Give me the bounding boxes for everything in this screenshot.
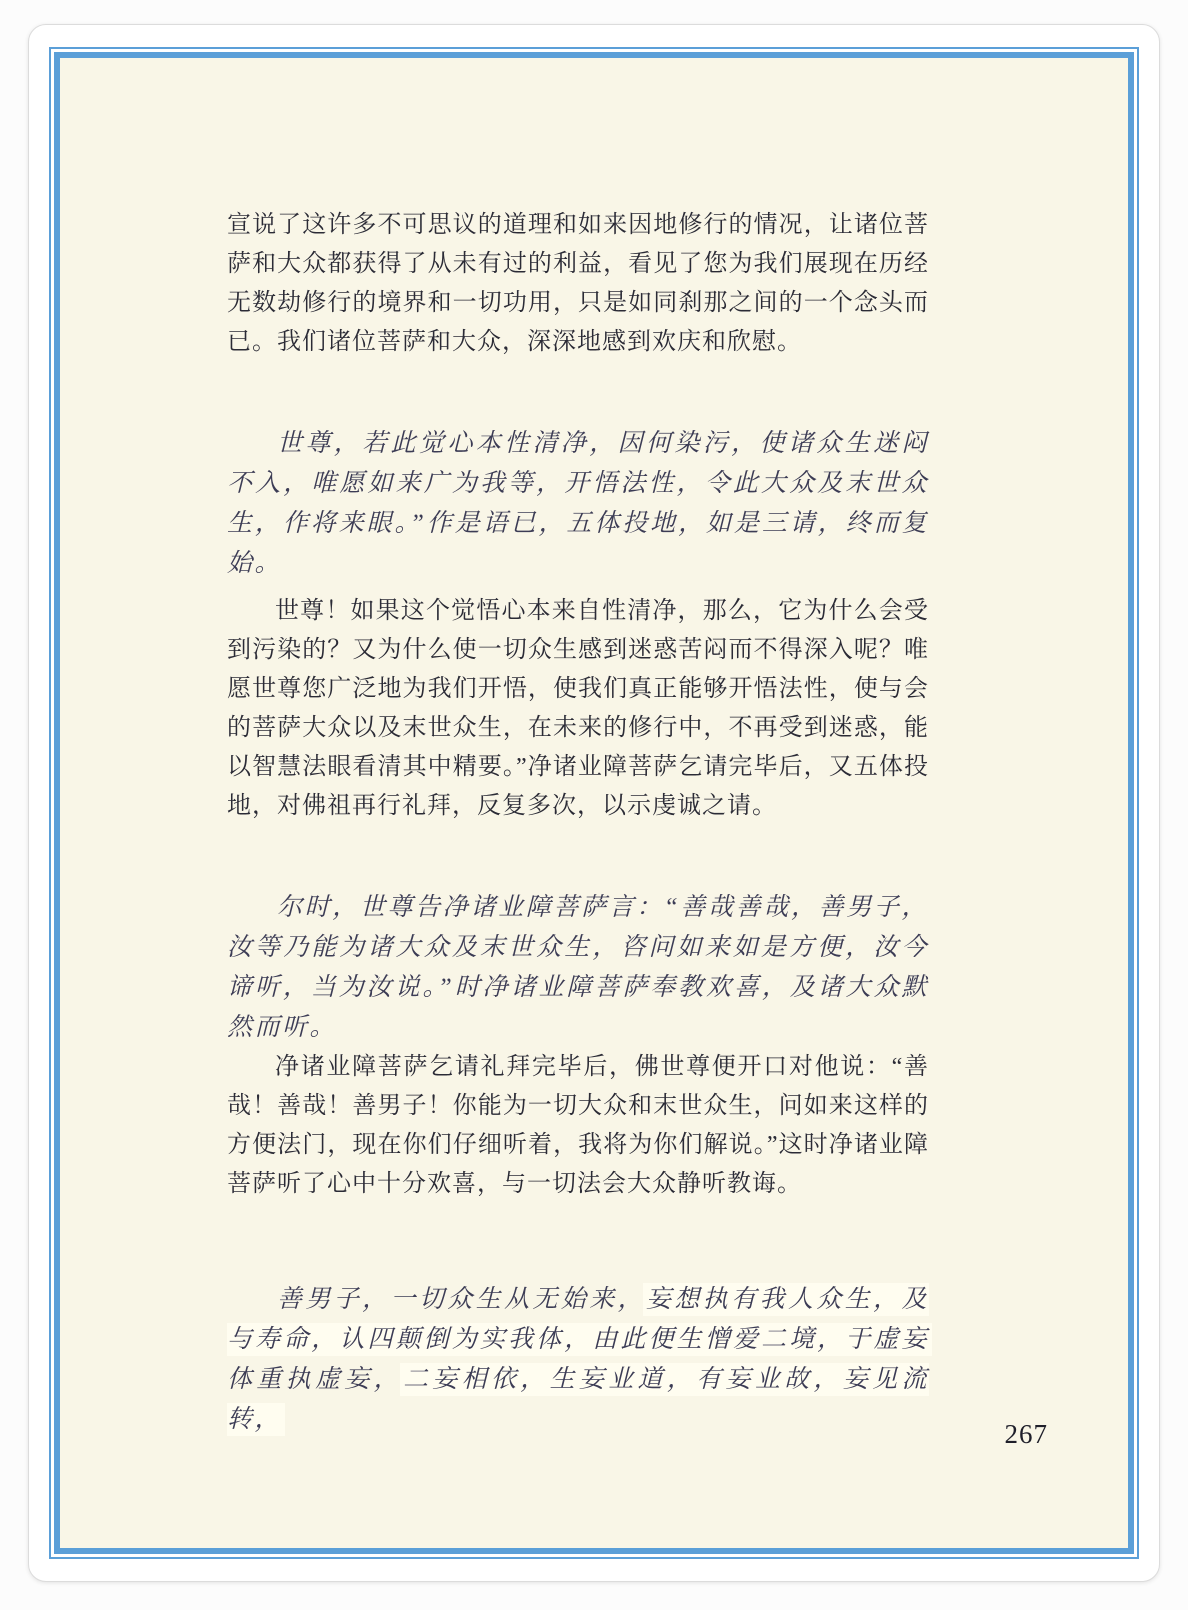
book-page xyxy=(28,24,1160,1582)
paragraph-sutra-1: 世尊，若此觉心本性清净，因何染污，使诸众生迷闷不入，唯愿如来广为我等，开悟法性，令此大众及末世众生，作将来眼。”作是语已，五体投地，如是三请，终而复始。 xyxy=(227,430,929,577)
paragraph-translation-3: 净诸业障菩萨乞请礼拜完毕后，佛世尊便开口对他说：“善哉！善哉！善男子！你能为一切大众和末世众生，问如来这样的方便法门，现在你们仔细听着，我将为你们解说。”这时净诸业障菩萨听了心中十分欢喜，与一切法会大众静听教诲。 xyxy=(227,1054,929,1197)
sutra-segment-highlighted: 二妄相依，生妄业道，有妄业故，妄见流转， xyxy=(227,1366,929,1433)
paragraph-sutra-3 xyxy=(227,1280,929,1440)
paragraph-translation-1: 宣说了这许多不可思议的道理和如来因地修行的情况，让诸位菩萨和大众都获得了从未有过的利益，看见了您为我们展现在历经无数劫修行的境界和一切功用，只是如同刹那之间的一个念头而已。我们诸位菩萨和大众，深深地感到欢庆和欣慰。 xyxy=(227,212,929,355)
paragraph-translation-2: 世尊！如果这个觉悟心本来自性清净，那么，它为什么会受到污染的？又为什么使一切众生感到迷惑苦闷而不得深入呢？唯愿世尊您广泛地为我们开悟，使我们真正能够开悟法性，使与会的菩萨大众以及末世众生，在未来的修行中，不再受到迷惑，能以智慧法眼看清其中精要。”净诸业障菩萨乞请完毕后，又五体投地，对佛祖再行礼拜，反复多次，以示虔诚之请。 xyxy=(227,598,929,819)
sutra-segment-highlighted: 妄想执有我人众生，及与寿命，认四颠倒为实我体，由此便生憎爱二境，于虚妄 xyxy=(227,1286,929,1353)
page-content-area xyxy=(54,52,1134,1554)
sutra-segment-plain: 善男子，一切众生从无始来， xyxy=(277,1286,647,1313)
page-number: 267 xyxy=(1004,1419,1048,1449)
sutra-segment-plain: 体重执虚妄， xyxy=(227,1366,403,1393)
paragraph-sutra-2: 尔时，世尊告净诸业障菩萨言：“善哉善哉，善男子，汝等乃能为诸大众及末世众生，咨问如来如是方便，汝今谛听，当为汝说。”时净诸业障菩萨奉教欢喜，及诸大众默然而听。 xyxy=(227,894,929,1041)
text-column xyxy=(227,206,929,1440)
decorative-blue-frame xyxy=(49,47,1139,1559)
